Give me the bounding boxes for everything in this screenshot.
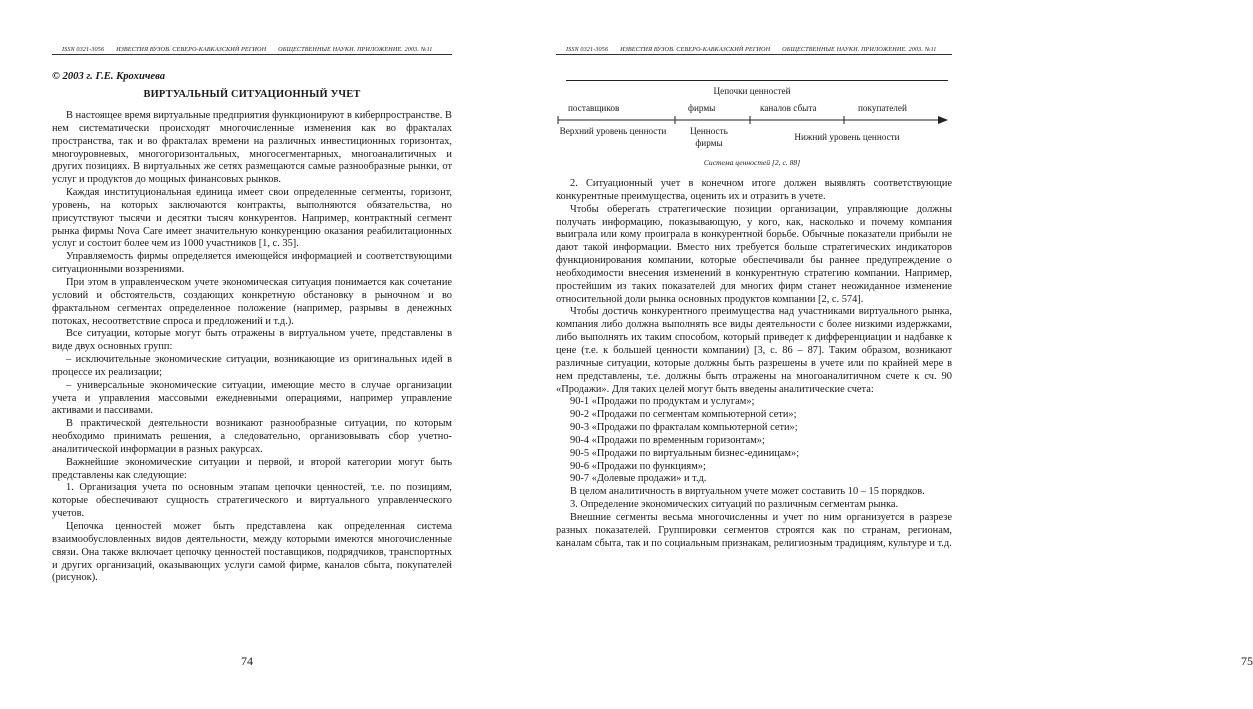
paragraph: Цепочка ценностей может быть представлена как определенная система взаимообусловленных видов деятельности, между которыми имеются многочисленные связи. Она также включает цепочку ценностей поставщиков, подрядчиков, транспортных и других организаций, оказывающих услуги самой фирме, каналов сбыта, покупателей (рисунок). <box>52 521 452 584</box>
value-chain-figure <box>556 80 948 170</box>
author-line: © 2003 г. Г.Е. Крохичева <box>52 71 166 82</box>
journal-series: ОБЩЕСТВЕННЫЕ НАУКИ. ПРИЛОЖЕНИЕ. 2003. №11 <box>782 46 937 53</box>
paragraph: Внешние сегменты весьма многочисленны и учет по ним организуется в разрезе разных показателей. Группировки сегментов строятся как по странам, регионам, каналам сбыта, так и по социальным признакам, религиозным традициям, культуре и т.д. <box>556 511 952 549</box>
figure-caption: Система ценностей [2, с. 88] <box>703 158 801 167</box>
value-chain-arrow <box>558 116 948 124</box>
journal-name: ИЗВЕСТИЯ ВУЗОВ. СЕВЕРО-КАВКАЗСКИЙ РЕГИОН <box>620 46 771 53</box>
figure-top-rule <box>566 80 948 81</box>
paragraph: 2. Ситуационный учет в конечном итоге должен выявлять соответствующие конкурентные преимущества, оценить их и отразить в учете. <box>556 178 952 202</box>
running-head-right <box>566 41 946 53</box>
stage-label: каналов сбыта <box>760 103 817 113</box>
left-page <box>0 0 502 709</box>
paragraph: 1. Организация учета по основным этапам цепочки ценностей, т.е. по позициям, которые обеспечивают сущность стратегического и виртуального управленческого учетов. <box>52 482 452 520</box>
list-item: – исключительные экономические ситуации, возникающие из оригинальных идей в процессе их реализации; <box>52 354 452 378</box>
paragraph: Каждая институциональная единица имеет свои определенные сегменты, горизонт, уровень, на которых заключаются контракты, выполняются обязательства, но присутствуют тысячи и десятки тысяч конкурентов. Например, контрактный сегмент рынка фирмы Nova Care имеет значительную конкуренцию оказания реабилитационных услуг и состоит более чем из 1000 участников [1, с. 35]. <box>52 187 452 250</box>
header-rule <box>52 54 452 55</box>
journal-series: ОБЩЕСТВЕННЫЕ НАУКИ. ПРИЛОЖЕНИЕ. 2003. №11 <box>278 46 433 53</box>
figure-stage-labels <box>556 103 948 115</box>
issn: ISSN 0321-3056 <box>566 46 609 53</box>
paragraph: В практической деятельности возникают разнообразные ситуации, по которым необходимо принимать решения, а следовательно, организовывать сбор учетно-аналитической информации в разных ракурсах. <box>52 418 452 455</box>
stage-label: поставщиков <box>568 103 620 113</box>
account-item: 90-7 «Долевые продажи» и т.д. <box>570 473 707 485</box>
page-number: 75 <box>1241 654 1253 668</box>
stage-label: фирмы <box>688 103 716 113</box>
list-item: – универсальные экономические ситуации, имеющие место в случае организации учета и управления массовыми ежедневными операциями, например управление активами и пассивами. <box>52 379 452 417</box>
paragraph: В целом аналитичность в виртуальном учете может составить 10 – 15 порядков. <box>570 486 925 498</box>
paragraph: Все ситуации, которые могут быть отражены в виртуальном учете, представлены в виде двух основных групп: <box>52 328 452 353</box>
stage-label: покупателей <box>858 103 907 113</box>
lower-level-label: Нижний уровень ценности <box>794 132 900 142</box>
paragraph: Чтобы оберегать стратегические позиции организации, управляющие должны получать информацию, показывающую, у кого, как, насколько и почему компания выиграла или кому проиграла в конкурентной борьбе. Обычные показатели прибыли не дают такой информации. Вместо них требуется больше стратегических индикаторов функционирования компании, которые обеспечивали бы раннее предупреждение о необходимости внесения изменений в конкурентную стратегию компании. Например, простейшим из таких показателей для многих фирм станет неожиданное изменение относительной доли рынка основных продуктов компании [2, с. 574]. <box>556 203 952 305</box>
account-item: 90-1 «Продажи по продуктам и услугам»; <box>570 396 755 408</box>
figure-title: Цепочки ценностей <box>713 86 791 96</box>
page-number: 74 <box>241 654 253 668</box>
paragraph: Чтобы достичь конкурентного преимущества над участниками виртуального рынка, компания либо должна выполнять все виды деятельности с более низкими издержками, либо выполнять их таким способом, который приведет к дифференциации и надбавке к цене (т.е. к большей ценности компании) [3, с. 86 – 87]. Таким образом, возникают различные ситуации, которые должны быть разрешены в учете или по крайней мере в нем представлены, т.е. должны быть отражены на многоаналитичном счете к сч. 90 «Продажи». Для таких целей могут быть введены аналитические счета: <box>556 306 952 395</box>
paragraph: 3. Определение экономических ситуаций по различным сегментам рынка. <box>570 499 899 511</box>
issn: ISSN 0321-3056 <box>62 46 105 53</box>
paragraph: В настоящее время виртуальные предприятия функционируют в киберпространстве. В нем систематически происходят многочисленные изменения как во фракталах пространства, так и во фракталах времени на различных инвестиционных горизонтах, многоуровневых, многогоризонтальных, многосегментарных, многоаналитичных и других позициях. В виртуальных же сетях размещаются самые разнообразные рынки, от услуг и продуктов до мощных финансовых рынков. <box>52 110 452 186</box>
left-body-text <box>52 110 452 585</box>
paragraph: Важнейшие экономические ситуации и первой, и второй категории могут быть представлены как следующие: <box>52 456 452 481</box>
account-item: 90-5 «Продажи по виртуальным бизнес-единицам»; <box>570 447 800 459</box>
journal-name: ИЗВЕСТИЯ ВУЗОВ. СЕВЕРО-КАВКАЗСКИЙ РЕГИОН <box>116 46 267 53</box>
running-head-left <box>62 41 450 53</box>
account-item: 90-2 «Продажи по сегментам компьютерной сети»; <box>570 409 797 421</box>
firm-value-label: Ценность фирмы <box>690 126 728 148</box>
paragraph: При этом в управленческом учете экономическая ситуация понимается как сочетание условий и обстоятельств, создающих конкретную обстановку в рыночном и во фрактальном сегментах определенное положение (например, разрывы в денежных потоках, несоответствие спроса и предложений и т.д.). <box>52 276 452 327</box>
account-item: 90-3 «Продажи по фракталам компьютерной сети»; <box>570 422 798 434</box>
paragraph: Управляемость фирмы определяется имеющейся информацией и соответствующими ситуационными воззрениями. <box>52 251 452 276</box>
article-title: ВИРТУАЛЬНЫЙ СИТУАЦИОННЫЙ УЧЕТ <box>143 89 361 100</box>
upper-level-label: Верхний уровень ценности <box>559 126 667 136</box>
account-item: 90-4 «Продажи по временным горизонтам»; <box>570 434 765 446</box>
header-rule <box>556 54 952 55</box>
account-item: 90-6 «Продажи по функциям»; <box>570 460 706 472</box>
right-body-text <box>556 178 952 550</box>
